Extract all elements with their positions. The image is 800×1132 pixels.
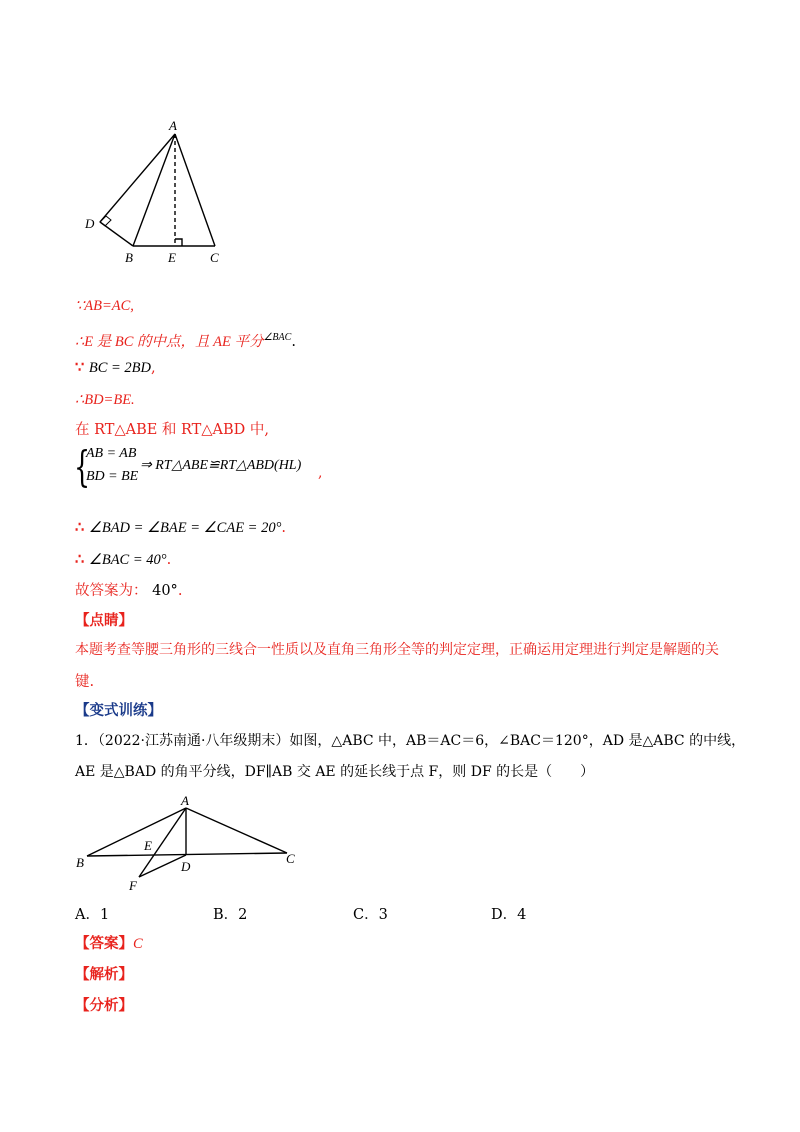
therefore-symbol-2: ∴ bbox=[75, 551, 85, 568]
label-a: A bbox=[181, 793, 189, 808]
solution-line-7 bbox=[75, 550, 171, 570]
figure-1-diagram bbox=[80, 110, 250, 270]
system-row-2: BD = BE bbox=[86, 469, 139, 484]
label-d: D bbox=[181, 859, 191, 874]
segment-ab bbox=[133, 134, 175, 246]
jiexi-header: 【解析】 bbox=[75, 966, 133, 983]
solution-line-3-math: BC = 2BD bbox=[88, 360, 151, 376]
bianshi-header: 【变式训练】 bbox=[75, 702, 162, 719]
question-line-1: 1．（2022·江苏南通·八年级期末）如图，△ABC 中，AB＝AC＝6，∠BAC＝120°，AD 是△ABC 的中线， bbox=[75, 733, 746, 749]
solution-line-7-math: ∠BAC = 40° bbox=[88, 552, 167, 568]
right-angle-mark-d bbox=[100, 216, 111, 226]
equation-system bbox=[74, 442, 414, 493]
solution-line-2-text: ∴E 是 BC 的中点，且 AE 平分 bbox=[75, 334, 264, 350]
system-end: , bbox=[318, 465, 323, 481]
solution-line-3-end: , bbox=[151, 360, 156, 376]
fenxi-header: 【分析】 bbox=[75, 997, 133, 1014]
right-angle-mark-e bbox=[175, 239, 182, 246]
solution-line-1: ∵AB=AC, bbox=[75, 298, 134, 314]
because-symbol: ∵ bbox=[75, 359, 85, 376]
label-e: E bbox=[144, 838, 152, 853]
solution-line-3 bbox=[75, 358, 156, 378]
segment-bc bbox=[87, 853, 287, 856]
label-d: D bbox=[85, 216, 95, 231]
solution-line-4: ∴BD=BE. bbox=[75, 392, 135, 408]
dianjing-header: 【点睛】 bbox=[75, 612, 133, 629]
option-d[interactable]: D．4 bbox=[491, 907, 527, 923]
solution-line-2 bbox=[75, 328, 296, 352]
question-line-2: AE 是△BAD 的角平分线，DF∥AB 交 AE 的延长线于点 F，则 DF 的长是（ ） bbox=[75, 764, 595, 780]
segment-ab bbox=[87, 808, 186, 856]
system-result: ⇒ RT△ABE≌RT△ABD(HL) bbox=[140, 458, 302, 473]
label-e: E bbox=[168, 250, 176, 265]
solution-line-6-math: ∠BAD = ∠BAE = ∠CAE = 20° bbox=[88, 520, 282, 536]
dianjing-text-1: 本题考查等腰三角形的三线合一性质以及直角三角形全等的判定定理，正确运用定理进行判定是解题的关 bbox=[75, 642, 719, 658]
answer-prefix: 故答案为： bbox=[75, 583, 148, 599]
option-c[interactable]: C．3 bbox=[353, 907, 388, 923]
solution-line-7-end: . bbox=[166, 552, 172, 568]
system-brace: { bbox=[74, 442, 91, 491]
label-c: C bbox=[286, 851, 295, 866]
answer-end: . bbox=[177, 583, 183, 599]
segment-ad bbox=[100, 134, 175, 222]
figure-2-diagram bbox=[70, 790, 310, 900]
system-row-1: AB = AB bbox=[86, 446, 137, 461]
label-c: C bbox=[210, 250, 219, 265]
option-b[interactable]: B．2 bbox=[213, 907, 248, 923]
solution-line-6 bbox=[75, 518, 286, 538]
answer-header: 【答案】 bbox=[75, 935, 133, 952]
solution-line-5: 在 RT△ABE 和 RT△ABD 中, bbox=[75, 422, 269, 438]
answer-line bbox=[75, 934, 143, 954]
solution-line-2-end: . bbox=[291, 334, 296, 350]
option-a[interactable]: A．1 bbox=[75, 907, 110, 923]
label-a: A bbox=[169, 118, 177, 133]
label-f: F bbox=[129, 878, 137, 893]
answer-value-40: 40° bbox=[152, 583, 178, 599]
segment-ac bbox=[186, 808, 287, 853]
solution-line-6-end: . bbox=[281, 520, 286, 536]
label-b: B bbox=[125, 250, 133, 265]
angle-bac-symbol: ∠BAC bbox=[263, 332, 292, 343]
dianjing-text-2: 键. bbox=[75, 674, 95, 690]
label-b: B bbox=[76, 855, 84, 870]
solution-line-8 bbox=[75, 581, 182, 601]
segment-ac bbox=[175, 134, 215, 246]
answer-value: C bbox=[133, 936, 143, 952]
therefore-symbol-1: ∴ bbox=[75, 519, 85, 536]
